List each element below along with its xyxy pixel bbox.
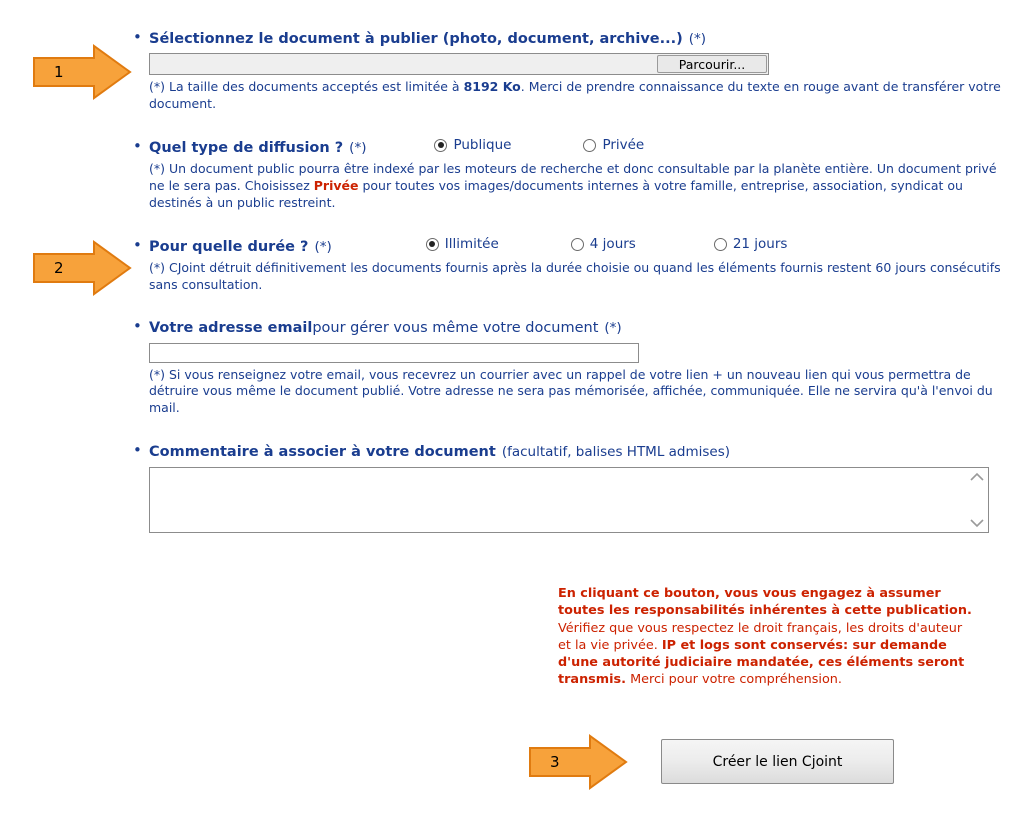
file-input-row[interactable] (149, 53, 769, 75)
field-file-label: Sélectionnez le document à publier (photo, document, archive...) (149, 31, 683, 47)
field-duree-label: Pour quelle durée ? (149, 238, 309, 255)
bullet-icon: • (133, 28, 142, 46)
radio-21jours-label: 21 jours (732, 235, 788, 252)
radio-4jours-label: 4 jours (589, 235, 636, 252)
bullet-icon: • (133, 441, 142, 460)
field-diffusion-label: Quel type de diffusion ? (149, 139, 344, 156)
upload-form (133, 30, 1003, 537)
field-comment-header (133, 443, 1003, 461)
bullet-icon: • (133, 235, 142, 254)
bullet-icon: • (133, 317, 142, 336)
browse-button[interactable]: Parcourir... (657, 55, 767, 73)
field-email-header (133, 319, 1003, 337)
radio-option-4jours[interactable] (571, 236, 636, 253)
radio-option-illimitee[interactable] (426, 236, 499, 253)
annotation-arrow-3 (528, 734, 628, 790)
field-duree (133, 236, 1003, 294)
field-diffusion-note-part1: (*) Un document public pourra être indexé par les moteurs de recherche et donc consultable par la planète entière. Un document privé ne le sera pas. Choisissez (149, 160, 997, 193)
radio-option-privee[interactable] (583, 137, 644, 154)
radio-illimitee-icon[interactable] (426, 238, 439, 251)
field-diffusion-note-part2: pour toutes vos images/documents internes à votre famille, entreprise, association, syndicat ou destinés à un public restreint. (149, 177, 963, 210)
radio-option-21jours[interactable] (714, 236, 788, 253)
field-duree-required: (*) (314, 238, 332, 255)
arrow-number-3: 3 (550, 753, 560, 771)
field-diffusion (133, 137, 1003, 212)
textarea-scroll-indicator[interactable] (970, 472, 984, 528)
arrow-number-1: 1 (54, 63, 64, 81)
radio-publique-label: Publique (453, 136, 512, 153)
field-diffusion-note-highlight: Privée (313, 177, 359, 193)
field-file-required: (*) (688, 31, 707, 47)
radio-illimitee-label: Illimitée (444, 235, 499, 252)
field-file-note-suffix: . Merci de prendre connaissance du texte en rouge avant de transférer votre document. (149, 79, 1001, 111)
comment-textarea[interactable] (149, 467, 989, 533)
radio-21jours-icon[interactable] (714, 238, 727, 251)
bullet-icon: • (133, 136, 142, 155)
field-duree-note: (*) CJoint détruit définitivement les documents fournis après la durée choisie ou quand les éléments fournis restent 60 jours consécutifs sans consultation. (149, 259, 1001, 292)
radio-publique-icon[interactable] (434, 139, 447, 152)
field-diffusion-header (133, 137, 1003, 157)
legal-warning-normal-1: Vérifiez que vous respectez le droit français, les droits d'auteur et la vie privée. (558, 620, 963, 653)
field-comment-label: Commentaire à associer à votre document (149, 444, 496, 461)
field-file-header (133, 30, 1003, 48)
field-file-note (149, 79, 1003, 113)
annotation-arrow-2 (32, 240, 132, 296)
create-link-button[interactable]: Créer le lien Cjoint (661, 739, 894, 784)
legal-warning-text (558, 585, 978, 689)
field-email-required: (*) (604, 320, 622, 337)
annotation-arrow-1 (32, 44, 132, 100)
radio-privee-icon[interactable] (583, 139, 596, 152)
arrow-shape-icon (32, 44, 132, 100)
arrow-shape-icon (528, 734, 628, 790)
radio-privee-label: Privée (602, 136, 645, 153)
field-diffusion-note (149, 161, 1003, 212)
arrow-number-2: 2 (54, 259, 64, 277)
field-file (133, 30, 1003, 113)
field-file-note-size: 8192 Ko (463, 79, 521, 95)
radio-4jours-icon[interactable] (571, 238, 584, 251)
legal-warning-bold-2: IP et logs sont conservés: sur demande d'une autorité judiciaire mandatée, ces éléments seront transmis. (558, 637, 965, 688)
field-comment (133, 443, 1003, 533)
legal-warning-bold-1: En cliquant ce bouton, vous vous engagez à assumer toutes les responsabilités inhérentes à cette publication. (558, 586, 972, 619)
arrow-shape-icon (32, 240, 132, 296)
field-email-sublabel: pour gérer vous même votre document (312, 320, 599, 337)
chevron-up-icon[interactable] (970, 472, 984, 482)
file-path-input[interactable] (150, 54, 656, 74)
field-email (133, 319, 1003, 417)
radio-option-publique[interactable] (434, 137, 511, 154)
field-email-note: (*) Si vous renseignez votre email, vous recevrez un courrier avec un rappel de votre lien + un nouveau lien qui vous permettra de détruire vous même le document publié. Votre adresse ne sera pas mémorisée, affichée, communiquée. Elle ne servira qu'à l'envoi du mail. (149, 366, 993, 416)
field-duree-header (133, 236, 1003, 256)
field-comment-sublabel: (facultatif, balises HTML admises) (501, 444, 731, 461)
field-diffusion-required: (*) (349, 139, 367, 156)
field-file-note-prefix: (*) La taille des documents acceptés est limitée à (149, 79, 464, 95)
email-field[interactable] (149, 343, 639, 363)
field-email-label: Votre adresse email (149, 320, 313, 337)
chevron-down-icon[interactable] (970, 518, 984, 528)
legal-warning-normal-2: Merci pour votre compréhension. (626, 672, 842, 688)
